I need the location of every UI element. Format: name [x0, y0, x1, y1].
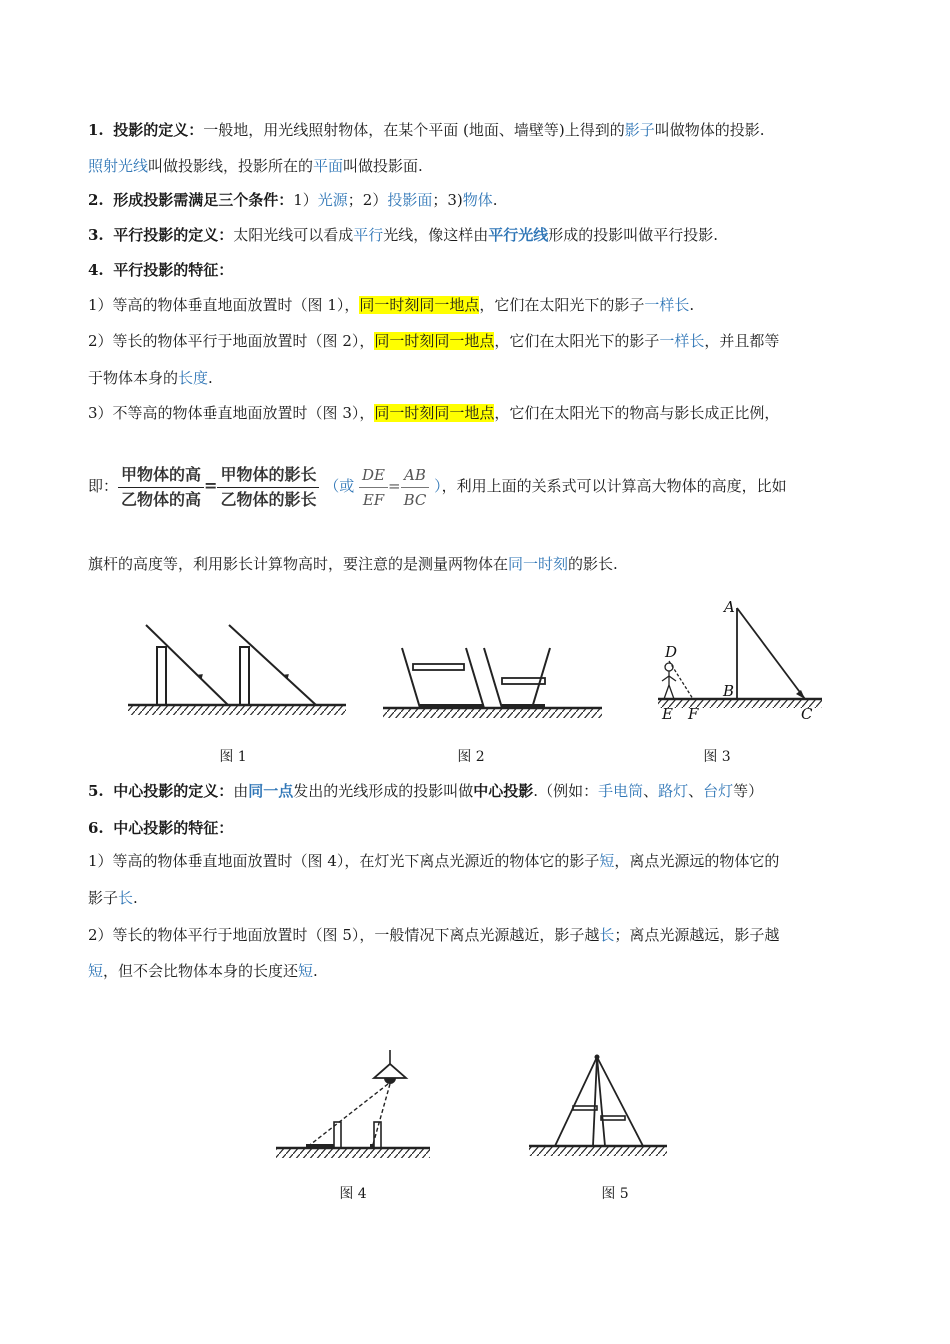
label-f: F	[688, 705, 699, 723]
section-title: 平行投影的特征：	[113, 261, 234, 279]
text: 、	[643, 782, 659, 800]
keyword: 投影面	[387, 191, 433, 209]
text: ）	[434, 477, 442, 495]
keyword: 中心投影	[473, 782, 534, 800]
keyword: 长	[118, 889, 134, 907]
label-b: B	[723, 682, 735, 700]
figure-3-caption: 图 3	[703, 749, 731, 765]
para-6-title	[88, 818, 862, 838]
text: .	[208, 369, 213, 387]
text: 3）不等高的物体垂直地面放置时（图 3），	[88, 404, 375, 422]
text: .	[492, 191, 498, 209]
text: ，它们在太阳光下的影子	[494, 332, 660, 350]
para-6-1	[88, 851, 862, 871]
keyword: 平行	[353, 226, 384, 244]
fraction-height	[118, 465, 204, 510]
para-2	[88, 190, 862, 210]
figure-4	[272, 1050, 432, 1162]
section-title: 中心投影的定义：	[113, 782, 234, 800]
text: 的影长.	[568, 555, 618, 573]
figure-1	[128, 615, 348, 720]
para-4-title	[88, 260, 862, 280]
text: 太阳光线可以看成	[233, 226, 354, 244]
text: ，它们在太阳光下的物高与影长成正比例，	[494, 404, 780, 422]
label-e: E	[662, 705, 673, 723]
section-title: 平行投影的定义：	[113, 226, 234, 244]
denominator: 乙物体的高	[121, 489, 202, 509]
text: 1）等高的物体垂直地面放置时（图 1），	[88, 296, 360, 314]
figure-5-caption: 图 5	[601, 1186, 629, 1202]
fraction-de-ef	[359, 465, 388, 510]
text: 等）	[733, 782, 764, 800]
text: 影子	[88, 889, 119, 907]
keyword: 长度	[178, 369, 209, 387]
text: 1）	[293, 191, 318, 209]
para-1-line-2	[88, 156, 862, 176]
text: .（例如：	[533, 782, 599, 800]
keyword: 物体	[462, 191, 493, 209]
figure-5	[525, 1050, 670, 1162]
figure-2-caption: 图 2	[457, 749, 485, 765]
text: 形成的投影叫做平行投影.	[548, 226, 719, 244]
text: （或	[324, 477, 355, 495]
denominator: BC	[403, 490, 427, 509]
para-3	[88, 225, 862, 245]
numerator: AB	[401, 465, 430, 488]
equals-sign: =	[204, 476, 218, 495]
item-number: 5.	[88, 782, 104, 800]
para-4-1	[88, 295, 862, 315]
label-c: C	[801, 705, 813, 723]
keyword: 一样长	[644, 296, 690, 314]
text: ，但不会比物体本身的长度还	[103, 962, 299, 980]
para-1-line-1	[88, 120, 862, 140]
section-title: 形成投影需满足三个条件：	[113, 191, 294, 209]
item-number: 6.	[88, 819, 104, 837]
highlight: 同一时刻同一地点	[374, 404, 495, 422]
denominator: EF	[362, 490, 385, 509]
text: 旗杆的高度等，利用影长计算物高时，要注意的是测量两物体在	[88, 555, 509, 573]
text: ，离点光源远的物体它的	[614, 852, 780, 870]
text: ，它们在太阳光下的影子	[479, 296, 645, 314]
item-number: 2.	[88, 191, 104, 209]
text: 发出的光线形成的投影叫做	[293, 782, 474, 800]
denominator: 乙物体的影长	[220, 489, 317, 509]
keyword: 路灯	[658, 782, 689, 800]
keyword: 短	[298, 962, 314, 980]
keyword: 照射光线	[88, 157, 149, 175]
keyword: 短	[88, 962, 104, 980]
keyword: 手电筒	[598, 782, 644, 800]
para-4-3-cont	[88, 554, 862, 574]
text: .	[689, 296, 695, 314]
section-title: 投影的定义：	[113, 121, 204, 139]
para-4-3	[88, 403, 862, 423]
keyword: 短	[599, 852, 615, 870]
text: 2）等长的物体平行于地面放置时（图 5），一般情况下离点光源越近，影子越	[88, 926, 600, 944]
para-6-2-cont	[88, 961, 862, 981]
text: 1）等高的物体垂直地面放置时（图 4），在灯光下离点光源近的物体它的影子	[88, 852, 600, 870]
numerator: 甲物体的影长	[217, 465, 319, 488]
para-4-2	[88, 331, 862, 351]
para-6-1-cont	[88, 888, 862, 908]
item-number: 4.	[88, 261, 104, 279]
text: 由	[233, 782, 249, 800]
text: 光线，像这样由	[383, 226, 489, 244]
highlight: 同一时刻同一地点	[359, 296, 480, 314]
text: 、	[688, 782, 704, 800]
text: ，并且都等	[704, 332, 780, 350]
formula-line	[88, 462, 862, 510]
highlight: 同一时刻同一地点	[374, 332, 495, 350]
figure-2	[380, 640, 605, 725]
label-a: A	[724, 598, 735, 616]
item-number: 3.	[88, 226, 104, 244]
keyword: 影子	[624, 121, 655, 139]
figure-1-caption: 图 1	[219, 749, 247, 765]
text: ；2）	[347, 191, 388, 209]
figure-4-caption: 图 4	[339, 1186, 367, 1202]
text: .	[313, 962, 318, 980]
section-title: 中心投影的特征：	[113, 819, 234, 837]
text: ；离点光源越远，影子越	[614, 926, 780, 944]
text: ，利用上面的关系式可以计算高大物体的高度，比如	[441, 477, 787, 495]
text: 叫做投影线，投影所在的	[148, 157, 314, 175]
keyword: 一样长	[659, 332, 705, 350]
keyword: 台灯	[703, 782, 734, 800]
numerator: 甲物体的高	[118, 465, 204, 488]
keyword: 平行光线	[488, 226, 549, 244]
equals-sign: =	[388, 477, 401, 495]
text: 2）等长的物体平行于地面放置时（图 2），	[88, 332, 375, 350]
para-5	[88, 781, 862, 801]
text: ；3)	[432, 191, 463, 209]
keyword: 同一点	[248, 782, 294, 800]
keyword: 同一时刻	[508, 555, 569, 573]
text: 一般地，用光线照射物体，在某个平面 (地面、墙壁等)上得到的	[203, 121, 625, 139]
text: 即：	[88, 477, 119, 495]
numerator: DE	[359, 465, 388, 488]
fraction-ab-bc	[401, 465, 430, 510]
text: 叫做物体的投影.	[654, 121, 765, 139]
keyword: 平面	[313, 157, 344, 175]
para-4-2-cont	[88, 368, 862, 388]
keyword: 长	[599, 926, 615, 944]
figure-3	[655, 595, 825, 725]
para-6-2	[88, 925, 862, 945]
item-number: 1.	[88, 121, 104, 139]
label-d: D	[665, 643, 678, 661]
fraction-shadow	[217, 465, 319, 510]
text: .	[133, 889, 138, 907]
text: 于物体本身的	[88, 369, 179, 387]
text: 叫做投影面.	[343, 157, 423, 175]
keyword: 光源	[317, 191, 348, 209]
